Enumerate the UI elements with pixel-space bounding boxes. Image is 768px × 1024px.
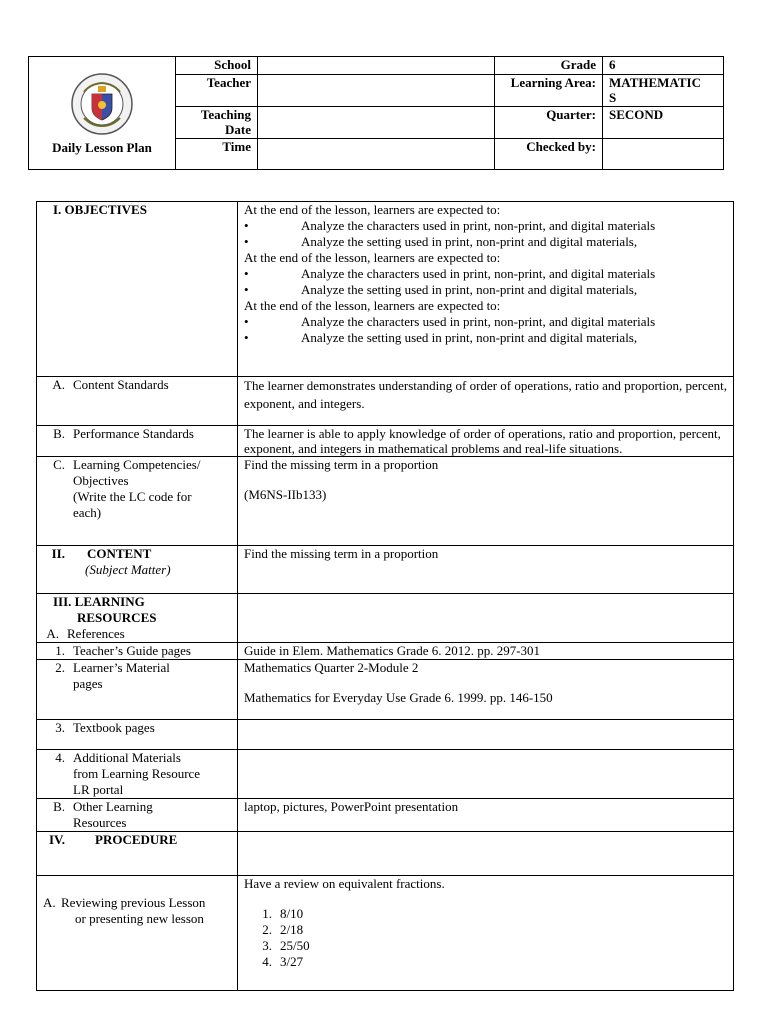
performance-standards-label: B. Performance Standards	[37, 426, 238, 457]
procedure-content	[238, 832, 734, 876]
content-text: Find the missing term in a proportion	[238, 546, 734, 594]
objective-bullet: • Analyze the setting used in print, non-print and digital materials,	[244, 330, 638, 345]
learners-material-label: 2. Learner’s Material pages	[37, 660, 238, 720]
document-title: Daily Lesson Plan	[52, 139, 152, 155]
competencies-content	[238, 457, 734, 546]
review-text: Have a review on equivalent fractions.	[244, 876, 445, 891]
header-table	[28, 56, 724, 170]
performance-standards-text: The learner is able to apply knowledge of order of operations, ratio and proportion, percent, exponent, and integers in mathematical problems and real-life situations.	[238, 426, 734, 457]
review-list	[244, 906, 727, 970]
objectives-intro: At the end of the lesson, learners are expected to:	[244, 298, 501, 313]
competencies-row	[37, 457, 734, 546]
other-resources-label: B. Other Learning Resources	[37, 799, 238, 832]
other-resources-row	[37, 799, 734, 832]
learners-material-content: Mathematics Quarter 2-Module 2 Mathematics for Everyday Use Grade 6. 1999. pp. 146-150	[238, 660, 734, 720]
school-field[interactable]	[258, 57, 495, 75]
teaching-date-field[interactable]	[258, 107, 495, 139]
objective-bullet: • Analyze the setting used in print, non-print and digital materials,	[244, 282, 638, 297]
content-standards-row	[37, 377, 734, 426]
learning-area-label: Learning Area:	[495, 75, 603, 107]
resources-label: III. LEARNING RESOURCES A. References	[37, 594, 238, 643]
list-item: 3. 25/50	[262, 938, 310, 953]
grade-label: Grade	[495, 57, 603, 75]
objectives-content	[238, 202, 734, 377]
learning-area-value-line1: MATHEMATIC	[609, 75, 701, 90]
teachers-guide-row	[37, 643, 734, 660]
logo-cell	[29, 57, 176, 170]
time-label: Time	[176, 139, 258, 170]
content-standards-text: The learner demonstrates understanding of order of operations, ratio and proportion, percent, exponent, and integers.	[238, 377, 734, 426]
teacher-field[interactable]	[258, 75, 495, 107]
teaching-date-label: Teaching Date	[176, 107, 258, 139]
review-content	[238, 876, 734, 991]
performance-standards-row	[37, 426, 734, 457]
quarter-label: Quarter:	[495, 107, 603, 139]
additional-materials-row	[37, 750, 734, 799]
textbook-row	[37, 720, 734, 750]
other-resources-text: laptop, pictures, PowerPoint presentation	[238, 799, 734, 832]
content-row	[37, 546, 734, 594]
review-row	[37, 876, 734, 991]
objectives-row	[37, 202, 734, 377]
list-item: 2. 2/18	[262, 922, 304, 937]
content-standards-label: A. Content Standards	[37, 377, 238, 426]
objectives-label: I. OBJECTIVES	[37, 202, 238, 377]
list-item: 1. 8/10	[262, 906, 304, 921]
learning-area-value-line2: S	[609, 90, 617, 105]
objective-bullet: • Analyze the characters used in print, non-print, and digital materials	[244, 266, 656, 281]
checked-by-field[interactable]	[603, 139, 724, 170]
list-item: 4. 3/27	[262, 954, 304, 969]
competency-text: Find the missing term in a proportion	[244, 457, 439, 472]
grade-value: 6	[603, 57, 724, 75]
objectives-intro: At the end of the lesson, learners are expected to:	[244, 250, 501, 265]
objectives-intro: At the end of the lesson, learners are expected to:	[244, 202, 501, 217]
content-label: II. CONTENT (Subject Matter)	[37, 546, 238, 594]
teachers-guide-label: 1. Teacher’s Guide pages	[37, 643, 238, 660]
procedure-row	[37, 832, 734, 876]
learning-area-value	[603, 75, 724, 107]
content-sub-label: (Subject Matter)	[85, 562, 171, 577]
time-field[interactable]	[258, 139, 495, 170]
textbook-label: 3. Textbook pages	[37, 720, 238, 750]
objective-bullet: • Analyze the characters used in print, non-print, and digital materials	[244, 218, 656, 233]
textbook-content	[238, 720, 734, 750]
school-label: School	[176, 57, 258, 75]
quarter-value: SECOND	[603, 107, 724, 139]
lesson-plan-table	[36, 201, 734, 991]
resources-content	[238, 594, 734, 643]
teachers-guide-text: Guide in Elem. Mathematics Grade 6. 2012. pp. 297-301	[238, 643, 734, 660]
objective-bullet: • Analyze the setting used in print, non-print and digital materials,	[244, 234, 638, 249]
teacher-label: Teacher	[176, 75, 258, 107]
additional-materials-label: 4. Additional Materials from Learning Resource LR portal	[37, 750, 238, 799]
learners-material-row	[37, 660, 734, 720]
additional-materials-content	[238, 750, 734, 799]
procedure-label: IV. PROCEDURE	[37, 832, 238, 876]
resources-row	[37, 594, 734, 643]
deped-seal-icon	[70, 72, 134, 136]
competency-code: (M6NS-IIb133)	[244, 487, 327, 502]
review-label: A. Reviewing previous Lesson or presenting new lesson	[37, 876, 238, 991]
checked-by-label: Checked by:	[495, 139, 603, 170]
objective-bullet: • Analyze the characters used in print, non-print, and digital materials	[244, 314, 656, 329]
competencies-label: C. Learning Competencies/ Objectives (Write the LC code for each)	[37, 457, 238, 546]
